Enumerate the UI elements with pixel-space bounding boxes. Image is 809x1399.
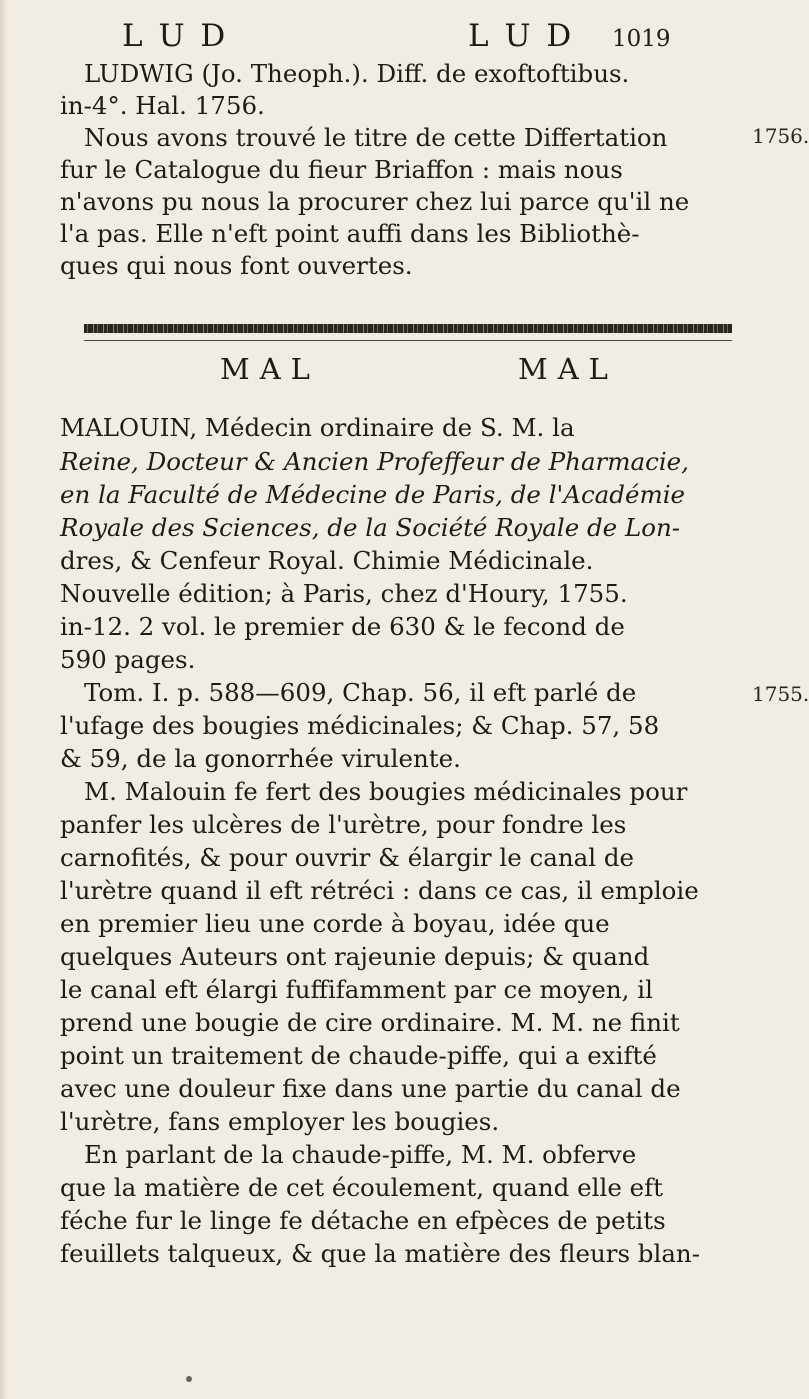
margin-date: 1755. xyxy=(752,682,809,706)
entry-line: panfer les ulcères de l'urètre, pour fondre les xyxy=(60,810,627,839)
entry-line: n'avons pu nous la procurer chez lui parce qu'il ne xyxy=(60,187,690,216)
running-head-left: L U D xyxy=(122,18,229,54)
entry-line: en la Faculté de Médecine de Paris, de l'Académie xyxy=(60,480,686,509)
page-speck xyxy=(186,1376,192,1382)
page-number: 1019 xyxy=(612,26,671,52)
entry-line: avec une douleur fixe dans une partie du canal de xyxy=(60,1074,681,1103)
entry-line: le canal eft élargi fuffifamment par ce moyen, il xyxy=(60,975,653,1004)
entry-line: En parlant de la chaude-piffe, M. M. obferve xyxy=(84,1140,637,1169)
entry-line: l'ufage des bougies médicinales; & Chap. 57, 58 xyxy=(60,711,660,740)
entry-malouin xyxy=(60,412,732,1272)
entry-line: fur le Catalogue du fieur Briaffon : mais nous xyxy=(60,155,623,184)
running-head-right: L U D xyxy=(468,18,575,54)
entry-line: prend une bougie de cire ordinaire. M. M. ne finit xyxy=(60,1008,680,1037)
entry-line: l'a pas. Elle n'eft point auffi dans les Bibliothè- xyxy=(60,219,640,248)
entry-line: Reine, Docteur & Ancien Profeffeur de Pharmacie, xyxy=(60,447,689,476)
entry-ludwig xyxy=(60,58,732,318)
entry-line: carnofités, & pour ouvrir & élargir le canal de xyxy=(60,843,635,872)
entry-line: que la matière de cet écoulement, quand elle eft xyxy=(60,1173,664,1202)
section-head-right: MAL xyxy=(518,352,618,386)
entry-line: en premier lieu une corde à boyau, idée que xyxy=(60,909,610,938)
entry-line: feuillets talqueux, & que la matière des fleurs blan- xyxy=(60,1239,700,1268)
entry-line: point un traitement de chaude-piffe, qui a exifté xyxy=(60,1041,657,1070)
entry-line: Nous avons trouvé le titre de cette Differtation xyxy=(84,123,668,152)
entry-line: M. Malouin fe fert des bougies médicinales pour xyxy=(84,777,688,806)
entry-line: 590 pages. xyxy=(60,645,196,674)
section-head-left: MAL xyxy=(220,352,320,386)
ornamental-rule xyxy=(84,324,732,333)
entry-line: LUDWIG (Jo. Theoph.). Diff. de exoftoftibus. xyxy=(84,59,630,88)
entry-line: Royale des Sciences, de la Société Royale de Lon- xyxy=(60,513,681,542)
margin-date: 1756. xyxy=(752,124,809,148)
entry-line: Nouvelle édition; à Paris, chez d'Houry, 1755. xyxy=(60,579,628,608)
entry-line: féche fur le linge fe détache en efpèces de petits xyxy=(60,1206,666,1235)
entry-line: & 59, de la gonorrhée virulente. xyxy=(60,744,461,773)
entry-line: dres, & Cenfeur Royal. Chimie Médicinale. xyxy=(60,546,594,575)
thin-rule xyxy=(84,340,732,341)
entry-line: quelques Auteurs ont rajeunie depuis; & quand xyxy=(60,942,650,971)
entry-line: MALOUIN, Médecin ordinaire de S. M. la xyxy=(60,413,575,442)
entry-line: in-12. 2 vol. le premier de 630 & le fecond de xyxy=(60,612,625,641)
entry-line: l'urètre quand il eft rétréci : dans ce cas, il emploie xyxy=(60,876,699,905)
entry-line: Tom. I. p. 588—609, Chap. 56, il eft parlé de xyxy=(84,678,637,707)
entry-line: in-4°. Hal. 1756. xyxy=(60,91,265,120)
binding-shadow xyxy=(0,0,8,1399)
entry-line: l'urètre, fans employer les bougies. xyxy=(60,1107,500,1136)
entry-line: ques qui nous font ouvertes. xyxy=(60,251,413,280)
